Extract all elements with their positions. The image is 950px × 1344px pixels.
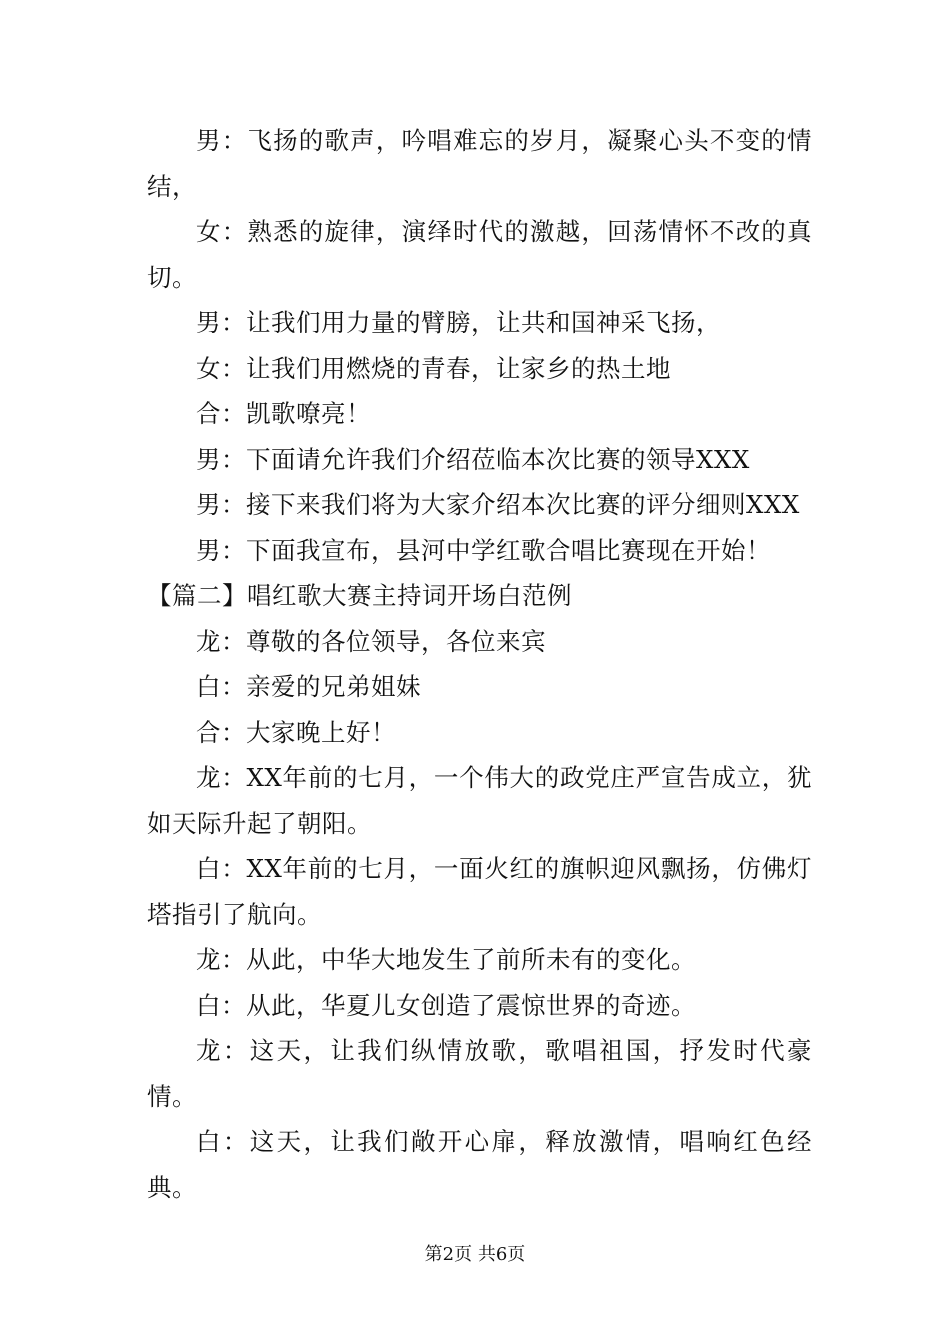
paragraph: 龙：这天，让我们纵情放歌，歌唱祖国，抒发时代豪情。 (147, 1036, 812, 1111)
paragraph: 合：大家晚上好！ (196, 717, 396, 747)
page-footer: 第2页 共6页 (424, 1244, 526, 1265)
paragraph: 龙：从此，中华大地发生了前所未有的变化。 (196, 945, 696, 974)
paragraph: 白：这天，让我们敞开心扉，释放激情，唱响红色经典。 (147, 1127, 812, 1202)
paragraph: 龙：尊敬的各位领导，各位来宾 (196, 626, 546, 656)
paragraph: 白：从此，华夏儿女创造了震惊世界的奇迹。 (196, 990, 696, 1020)
document-body (147, 118, 812, 1210)
paragraph: 男：飞扬的歌声，吟唱难忘的岁月，凝聚心头不变的情结， (147, 126, 812, 201)
paragraph: 女：让我们用燃烧的青春，让家乡的热土地 (196, 353, 671, 383)
paragraph: 白：亲爱的兄弟姐妹 (196, 672, 421, 701)
paragraph: 合：凯歌嘹亮！ (196, 399, 371, 428)
paragraph: 龙：XX年前的七月，一个伟大的政党庄严宣告成立，犹如天际升起了朝阳。 (147, 763, 812, 838)
paragraph: 男：接下来我们将为大家介绍本次比赛的评分细则XXX (196, 490, 800, 519)
paragraph: 男：下面请允许我们介绍莅临本次比赛的领导XXX (196, 444, 750, 474)
section-heading: 【篇二】唱红歌大赛主持词开场白范例 (147, 581, 572, 610)
paragraph: 女：熟悉的旋律，演绎时代的激越，回荡情怀不改的真切。 (147, 217, 812, 292)
paragraph: 男：下面我宣布，县河中学红歌合唱比赛现在开始！ (196, 535, 771, 565)
paragraph: 男：让我们用力量的臂膀，让共和国神采飞扬， (196, 308, 721, 337)
paragraph: 白：XX年前的七月，一面火红的旗帜迎风飘扬，仿佛灯塔指引了航向。 (147, 854, 812, 929)
